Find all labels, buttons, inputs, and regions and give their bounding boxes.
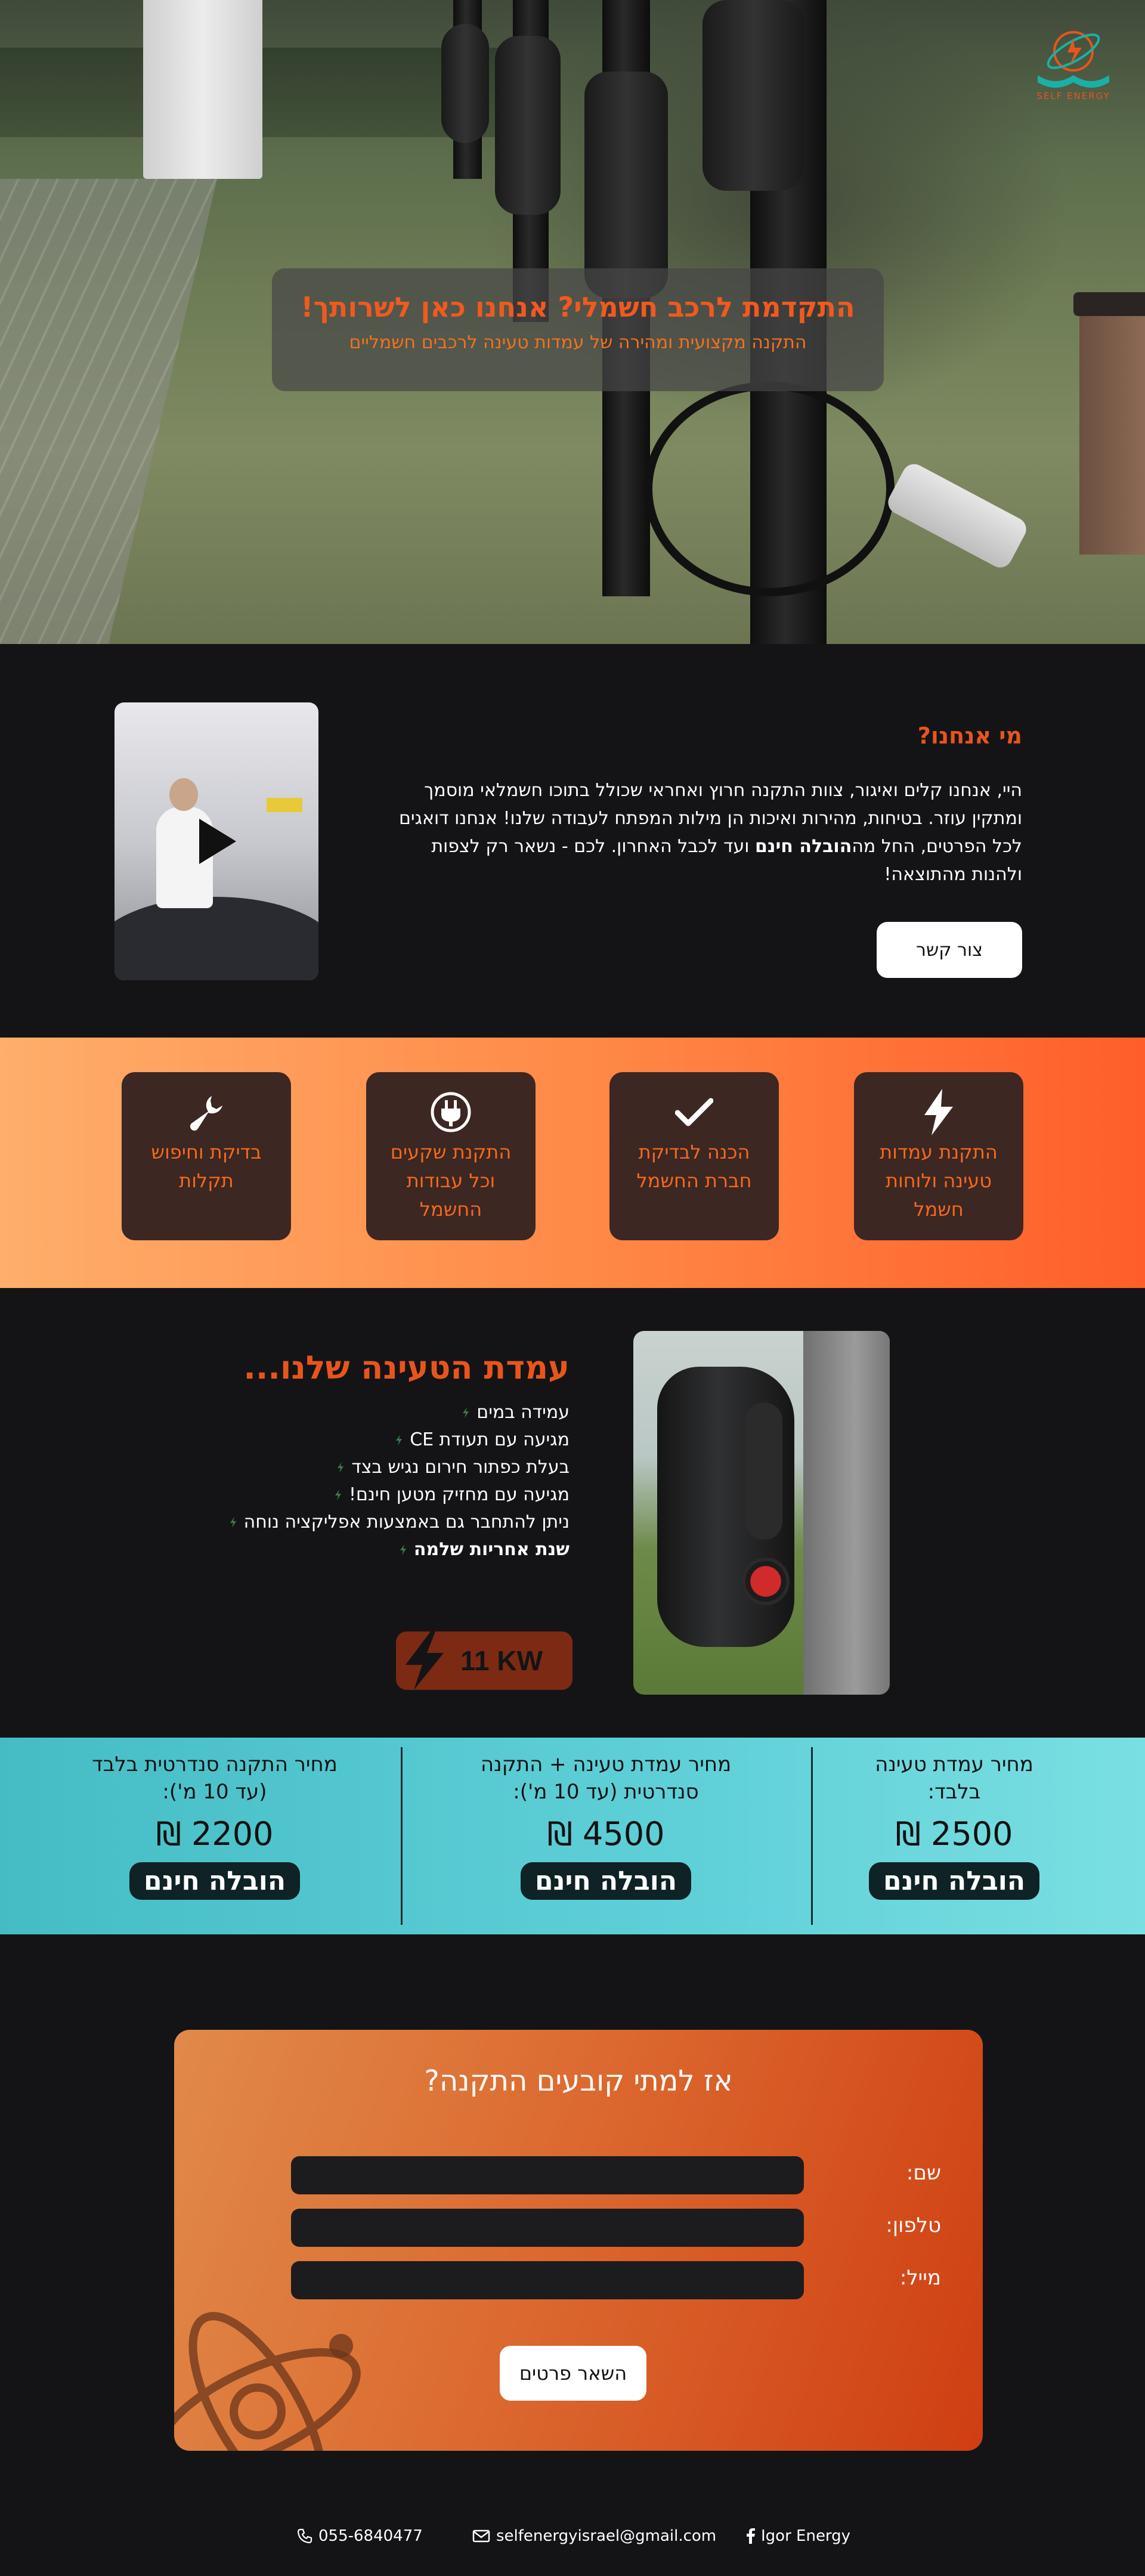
footer-phone-link[interactable]: [297, 2527, 423, 2545]
footer-email-link[interactable]: [472, 2527, 716, 2545]
service-label: הכנה לבדיקת חברת החשמל: [636, 1141, 752, 1192]
footer-facebook-text: Igor Energy: [761, 2527, 851, 2545]
about-title: מי אנחנו?: [917, 723, 1022, 749]
footer: [0, 2457, 1145, 2576]
service-card-sockets[interactable]: [366, 1072, 536, 1240]
bolt-icon: [854, 1086, 1023, 1138]
hero-bg-plug: [884, 460, 1030, 571]
email-icon: [472, 2529, 490, 2543]
power-badge-text: 11 KW: [460, 1645, 543, 1676]
contact-button[interactable]: צור קשר: [877, 922, 1022, 978]
services-section: [0, 1038, 1145, 1288]
phone-label: טלפון:: [886, 2213, 941, 2237]
feature-item: מגיעה עם מחזיק מטען חינם!: [230, 1481, 570, 1509]
bolt-icon: [396, 1631, 450, 1690]
feature-item: עמידה במים: [230, 1399, 570, 1426]
feature-item: ניתן להתחבר גם באמצעות אפליקציה נוחה: [230, 1509, 570, 1536]
facebook-icon: [747, 2528, 755, 2544]
hero-card: [272, 268, 884, 391]
about-text-part1: היי, אנחנו קלים ואיגור, צוות התקנה חרוץ ואחראי שכולל בתוכו חשמלאי מוסמך ומתקין עוזר. בטיחות, מהירות ואיכות הן מילות המפתח לעבודה שלנו! אנחנו דואגים לכל הפרטים, החל מה: [399, 780, 1022, 857]
product-title: עמדת הטעינה שלנו...: [243, 1349, 570, 1386]
charger-photo-post: [803, 1331, 890, 1695]
name-row: [291, 2156, 959, 2194]
free-delivery-badge: הובלה חינם: [521, 1862, 691, 1900]
bolt-bullet-icon: [337, 1462, 344, 1473]
email-input[interactable]: [291, 2261, 804, 2299]
hero-bg-charger: [584, 72, 668, 298]
price-title: מחיר עמדת טעינה + התקנה סנדרטית (עד 10 מ'):: [480, 1753, 732, 1804]
price-card-station-install: [415, 1738, 797, 1934]
check-icon: [609, 1086, 779, 1138]
price-card-station: [763, 1738, 1145, 1934]
power-badge: [396, 1631, 572, 1690]
service-card-charging-stations[interactable]: [854, 1072, 1023, 1240]
bolt-bullet-icon: [230, 1517, 237, 1528]
hero-bg-charger: [703, 0, 804, 191]
charger-photo: [633, 1331, 890, 1695]
wrench-icon: [122, 1086, 291, 1138]
phone-input[interactable]: [291, 2209, 804, 2247]
submit-button[interactable]: השאר פרטים: [500, 2346, 646, 2401]
hero-section: [0, 0, 1145, 644]
email-label: מייל:: [899, 2266, 941, 2290]
price-card-install: [24, 1738, 406, 1934]
hero-bg-lamp: [1079, 298, 1145, 555]
feature-item: שנת אחריות שלמה: [230, 1536, 570, 1563]
atom-icon: [174, 2280, 395, 2451]
form-section: [0, 1934, 1145, 2457]
product-section: [0, 1288, 1145, 1738]
free-delivery-badge: הובלה חינם: [129, 1862, 300, 1900]
feature-item: מגיעה עם תעודת CE: [230, 1426, 570, 1454]
about-section: [0, 644, 1145, 1038]
email-row: [291, 2261, 959, 2299]
hero-title: התקדמת לרכב חשמלי? אנחנו כאן לשרותך!: [301, 291, 855, 323]
footer-facebook-link[interactable]: [747, 2527, 850, 2545]
price-value: 2200 ₪: [156, 1815, 274, 1853]
video-thumb-car: [114, 897, 318, 980]
price-value: 2500 ₪: [895, 1815, 1013, 1853]
feature-item: בעלת כפתור חירום נגיש בצד: [230, 1454, 570, 1481]
video-thumb-sign: [267, 798, 302, 812]
price-value: 4500 ₪: [547, 1815, 665, 1853]
about-video[interactable]: [114, 702, 318, 980]
logo-text: SELF ENERGY: [1036, 91, 1110, 101]
play-icon[interactable]: [199, 819, 236, 864]
about-text-bold: הובלה חינם: [754, 836, 852, 857]
bolt-bullet-icon: [335, 1490, 342, 1500]
price-divider: [811, 1747, 813, 1925]
footer-email-text: selfenergyisrael@gmail.com: [496, 2527, 717, 2545]
service-card-inspection-prep[interactable]: [609, 1072, 779, 1240]
hero-bg-charger: [441, 24, 489, 143]
service-card-troubleshooting[interactable]: [122, 1072, 291, 1240]
hero-subtitle: התקנה מקצועית ומהירה של עמדות טעינה לרכבים חשמליים: [349, 332, 807, 354]
feature-list: [230, 1399, 570, 1563]
service-label: התקנת עמדות טעינה ולוחות חשמל: [880, 1141, 998, 1221]
service-label: התקנת שקעים וכל עבודות החשמל: [390, 1141, 512, 1221]
phone-row: [291, 2209, 959, 2247]
price-title: מחיר עמדת טעינה בלבד:: [875, 1753, 1033, 1804]
emergency-button-icon: [742, 1558, 790, 1605]
name-label: שם:: [906, 2161, 941, 2185]
bolt-bullet-icon: [400, 1544, 407, 1555]
bolt-bullet-icon: [462, 1407, 469, 1418]
about-text: [390, 776, 1022, 888]
price-title: מחיר התקנה סנדרטית בלבד (עד 10 מ'):: [92, 1753, 338, 1804]
charger-photo-label: [745, 1402, 782, 1540]
hero-bg-pavement: [0, 179, 310, 644]
form-title: אז למתי קובעים התקנה?: [424, 2064, 733, 2098]
hero-bg-pillar: [143, 0, 262, 179]
bolt-bullet-icon: [395, 1435, 403, 1445]
free-delivery-badge: הובלה חינם: [869, 1862, 1039, 1900]
name-input[interactable]: [291, 2156, 804, 2194]
footer-phone-text: 055-6840477: [318, 2527, 423, 2545]
about-text-part2: ועד לכבל האחרון. לכם - נשאר רק לצפות ולהנות מהתוצאה!: [431, 836, 1022, 885]
prices-section: [0, 1738, 1145, 1934]
plug-icon: [366, 1086, 536, 1138]
brand-logo[interactable]: [1020, 16, 1127, 105]
hero-bg-charger: [495, 36, 561, 215]
hero-bg-cable: [644, 382, 895, 596]
phone-icon: [297, 2528, 312, 2544]
form-card: [174, 2030, 983, 2451]
service-label: בדיקת וחיפוש תקלות: [151, 1141, 262, 1192]
